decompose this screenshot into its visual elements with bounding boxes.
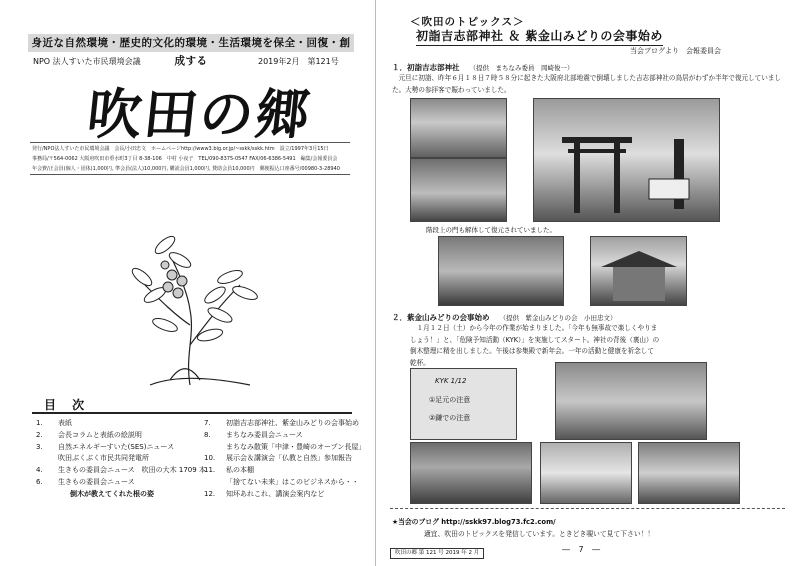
page-number: ― 7 ― <box>562 545 604 554</box>
toc-item: 10. 展示会＆講演会「仏教と自然」参加報告 <box>204 454 352 463</box>
shrine-steps-photo <box>410 158 507 222</box>
shrine-roof-icon <box>591 237 686 305</box>
toc-column-2 <box>204 418 365 501</box>
footer-issue: 吹田の郷 第 121 号 2019 年 2 月 <box>390 548 484 559</box>
whiteboard-title: KYK 1/12 <box>435 377 467 385</box>
new-year-party-photo <box>540 442 632 504</box>
forest-photo <box>438 236 564 306</box>
toc-title: 目 次 <box>44 398 91 412</box>
toast-photo <box>638 442 740 504</box>
toc-item: 倒木が教えてくれた根の姿 <box>70 489 154 498</box>
publisher-name: NPO 法人すいた市民環境会議 <box>33 57 141 66</box>
shrine-gate-photo <box>590 236 687 306</box>
whiteboard-photo <box>410 368 517 440</box>
section-2-heading: ２．紫金山みどりの会事始め （提供 紫金山みどりの会 小田忠文） <box>392 313 617 322</box>
section-1-caption: 階段上の門も解体して復元されていました。 <box>426 226 556 234</box>
source-credit: 当会ブログより 会報委員会 <box>630 47 721 55</box>
toc-item: 11. 私の本棚 <box>204 466 254 475</box>
dashed-divider <box>390 508 785 509</box>
newsletter-logo: 吹田の郷 <box>84 82 315 146</box>
tree-illustration <box>120 215 270 390</box>
whiteboard-line-1: ①足元の注意 <box>429 396 471 404</box>
fallen-tree-work-photo <box>555 362 707 440</box>
shrine-path-photo <box>410 98 507 158</box>
toc-item: 吹田ぶくぶく市民共同発電所 <box>58 454 149 463</box>
toc-item: 8. まちなみ委員会ニュース <box>204 430 303 439</box>
toc-item: 2. 会長コラムと表紙の絵説明 <box>36 430 142 439</box>
section-1-body: 元旦に初詣、昨年６月１８日７時５８分に起きた大阪府北部地震で倒壊しました吉志部神社の鳥居がわずか半年で復元していました。大勢の参拝客で賑わっていました。 <box>392 74 782 94</box>
cover-page <box>0 0 376 566</box>
toc-item: 3. 自然エネルギーすいた(SES)ニュース <box>36 442 175 451</box>
blog-note: 適宜、吹田のトピックスを発信しています。ときどき覗いて見て下さい！！ <box>424 530 655 538</box>
toc-item: 12. 知坏あれこれ、講演会案内など <box>204 489 325 498</box>
toc-item: 7. 初詣吉志部神社、紫金山みどりの会事始め <box>204 419 359 427</box>
divider <box>30 174 350 175</box>
torii-gate-photo <box>533 98 720 222</box>
section-2-body: １月１２日（土）から今年の作業が始まりました。「今年も無事故で楽しくやりましょう！」と、「危険予知活動（KYK）」を実施してスタート。神社の背後（裏山）の倒木整理に精を出しました。午後は参集殿で新年会。一年の活動と健康を祈念して乾杯。 <box>410 324 660 367</box>
topics-section-title: ＜吹田のトピックス＞ <box>410 16 525 28</box>
topics-headline: 初詣吉志部神社 ＆ 紫金山みどりの会事始め <box>416 27 663 46</box>
topics-page <box>380 0 800 566</box>
toc-item: まちなみ散策「中津・豊崎のオープン長屋」 <box>226 442 366 451</box>
whiteboard-line-2: ②鎌での注意 <box>429 414 471 422</box>
toc-item: 4. 生きもの委員会ニュース 吹田の大木 1709 本 <box>36 466 206 475</box>
office-info-line: 事務局/〒564-0062 大阪府吹田市垂水町3丁目 8-38-106 中村 小夜子 TEL/090-8375-0547 FAX/06-6386-5491 編集/会報委員会 <box>32 156 338 162</box>
group-photo <box>410 442 532 504</box>
fee-info-line: 年会費/正会員(個人・団体)1,000円, 準会員(法人)10,000円, 購読会員1,000円, 賛助会員10,000円 郵便振込口座番号/00980-3-28940 <box>32 166 340 172</box>
section-1-heading: １．初詣吉志部神社 （提供 まちなみ委員 岡崎俊一） <box>392 63 574 72</box>
publisher-info-line: 発行/NPO法人すいた市民環境会議 会長/小田忠文 ホームページhttp://www3.big.or.jp/~sskk/sskk.htm 設立/1997年3月15日 <box>32 146 329 152</box>
blog-link[interactable]: ★当会のブログ http://sskk97.blog73.fc2.com/ <box>392 518 556 526</box>
torii-icon <box>534 99 719 221</box>
toc-item: 6. 生きもの委員会ニュース <box>36 477 135 486</box>
toc-item: 1. 表紙 <box>36 419 72 427</box>
toc-divider <box>32 412 352 414</box>
toc-column-1 <box>36 418 206 501</box>
toc-item: 「捨てない未来」はこのビジネスから・・ <box>226 477 359 486</box>
issue-number: 2019年2月 第121号 <box>258 57 339 66</box>
cover-banner: 身近な自然環境・歴史的文化的環境・生活環境を保全・回復・創成する <box>28 34 354 52</box>
divider <box>30 142 350 143</box>
